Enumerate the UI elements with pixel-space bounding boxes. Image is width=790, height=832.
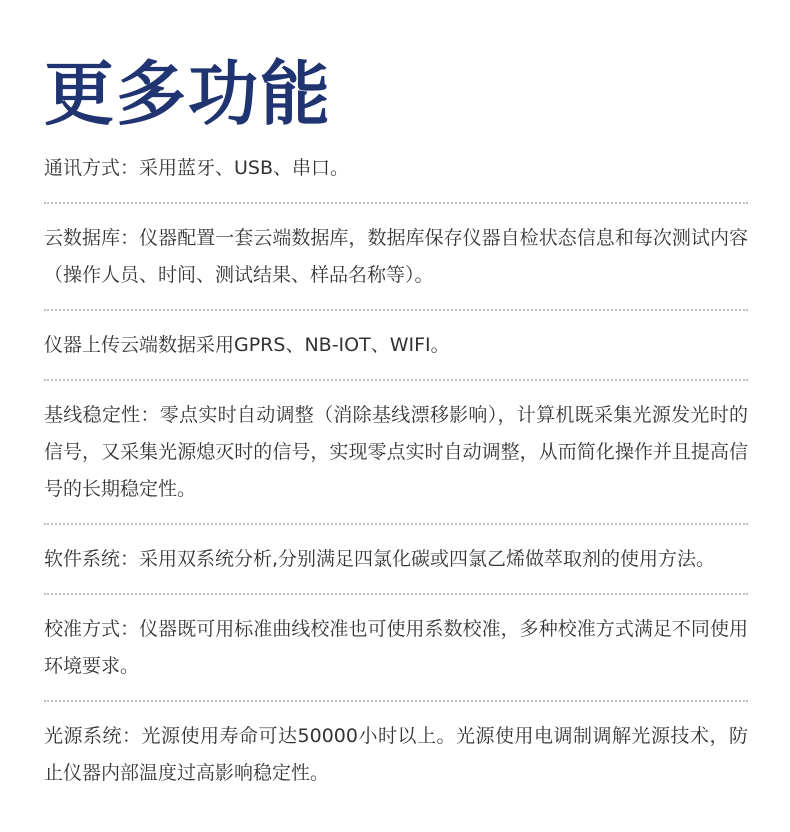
feature-cloud-database	[44, 220, 748, 294]
feature-text: 通讯方式：采用蓝牙、USB、串口。	[44, 157, 350, 179]
page-title: 更多功能	[44, 53, 332, 135]
dotted-divider	[44, 309, 748, 311]
feature-text: 光源系统：光源使用寿命可达50000小时以上。光源使用电调制调解光源技术，防止仪器内部温度过高影响稳定性。	[44, 725, 748, 784]
feature-text: 基线稳定性：零点实时自动调整（消除基线漂移影响），计算机既采集光源发光时的信号，又采集光源熄灭时的信号，实现零点实时自动调整，从而简化操作并且提高信号的长期稳定性。	[44, 404, 748, 500]
feature-light-source	[44, 718, 748, 792]
dotted-divider	[44, 700, 748, 702]
dotted-divider	[44, 379, 748, 381]
dotted-divider	[44, 593, 748, 595]
feature-text: 云数据库：仪器配置一套云端数据库，数据库保存仪器自检状态信息和每次测试内容（操作人员、时间、测试结果、样品名称等）。	[44, 227, 748, 286]
feature-text: 软件系统：采用双系统分析,分别满足四氯化碳或四氯乙烯做萃取剂的使用方法。	[44, 548, 716, 570]
dotted-divider	[44, 202, 748, 204]
feature-software-system	[44, 541, 748, 578]
feature-text: 仪器上传云端数据采用GPRS、NB-IOT、WIFI。	[44, 334, 450, 356]
feature-list	[44, 150, 748, 792]
feature-communication	[44, 150, 748, 187]
feature-calibration	[44, 611, 748, 685]
dotted-divider	[44, 523, 748, 525]
feature-text: 校准方式：仪器既可用标准曲线校准也可使用系数校准，多种校准方式满足不同使用环境要求。	[44, 618, 748, 677]
feature-baseline-stability	[44, 397, 748, 508]
feature-cloud-upload	[44, 327, 748, 364]
